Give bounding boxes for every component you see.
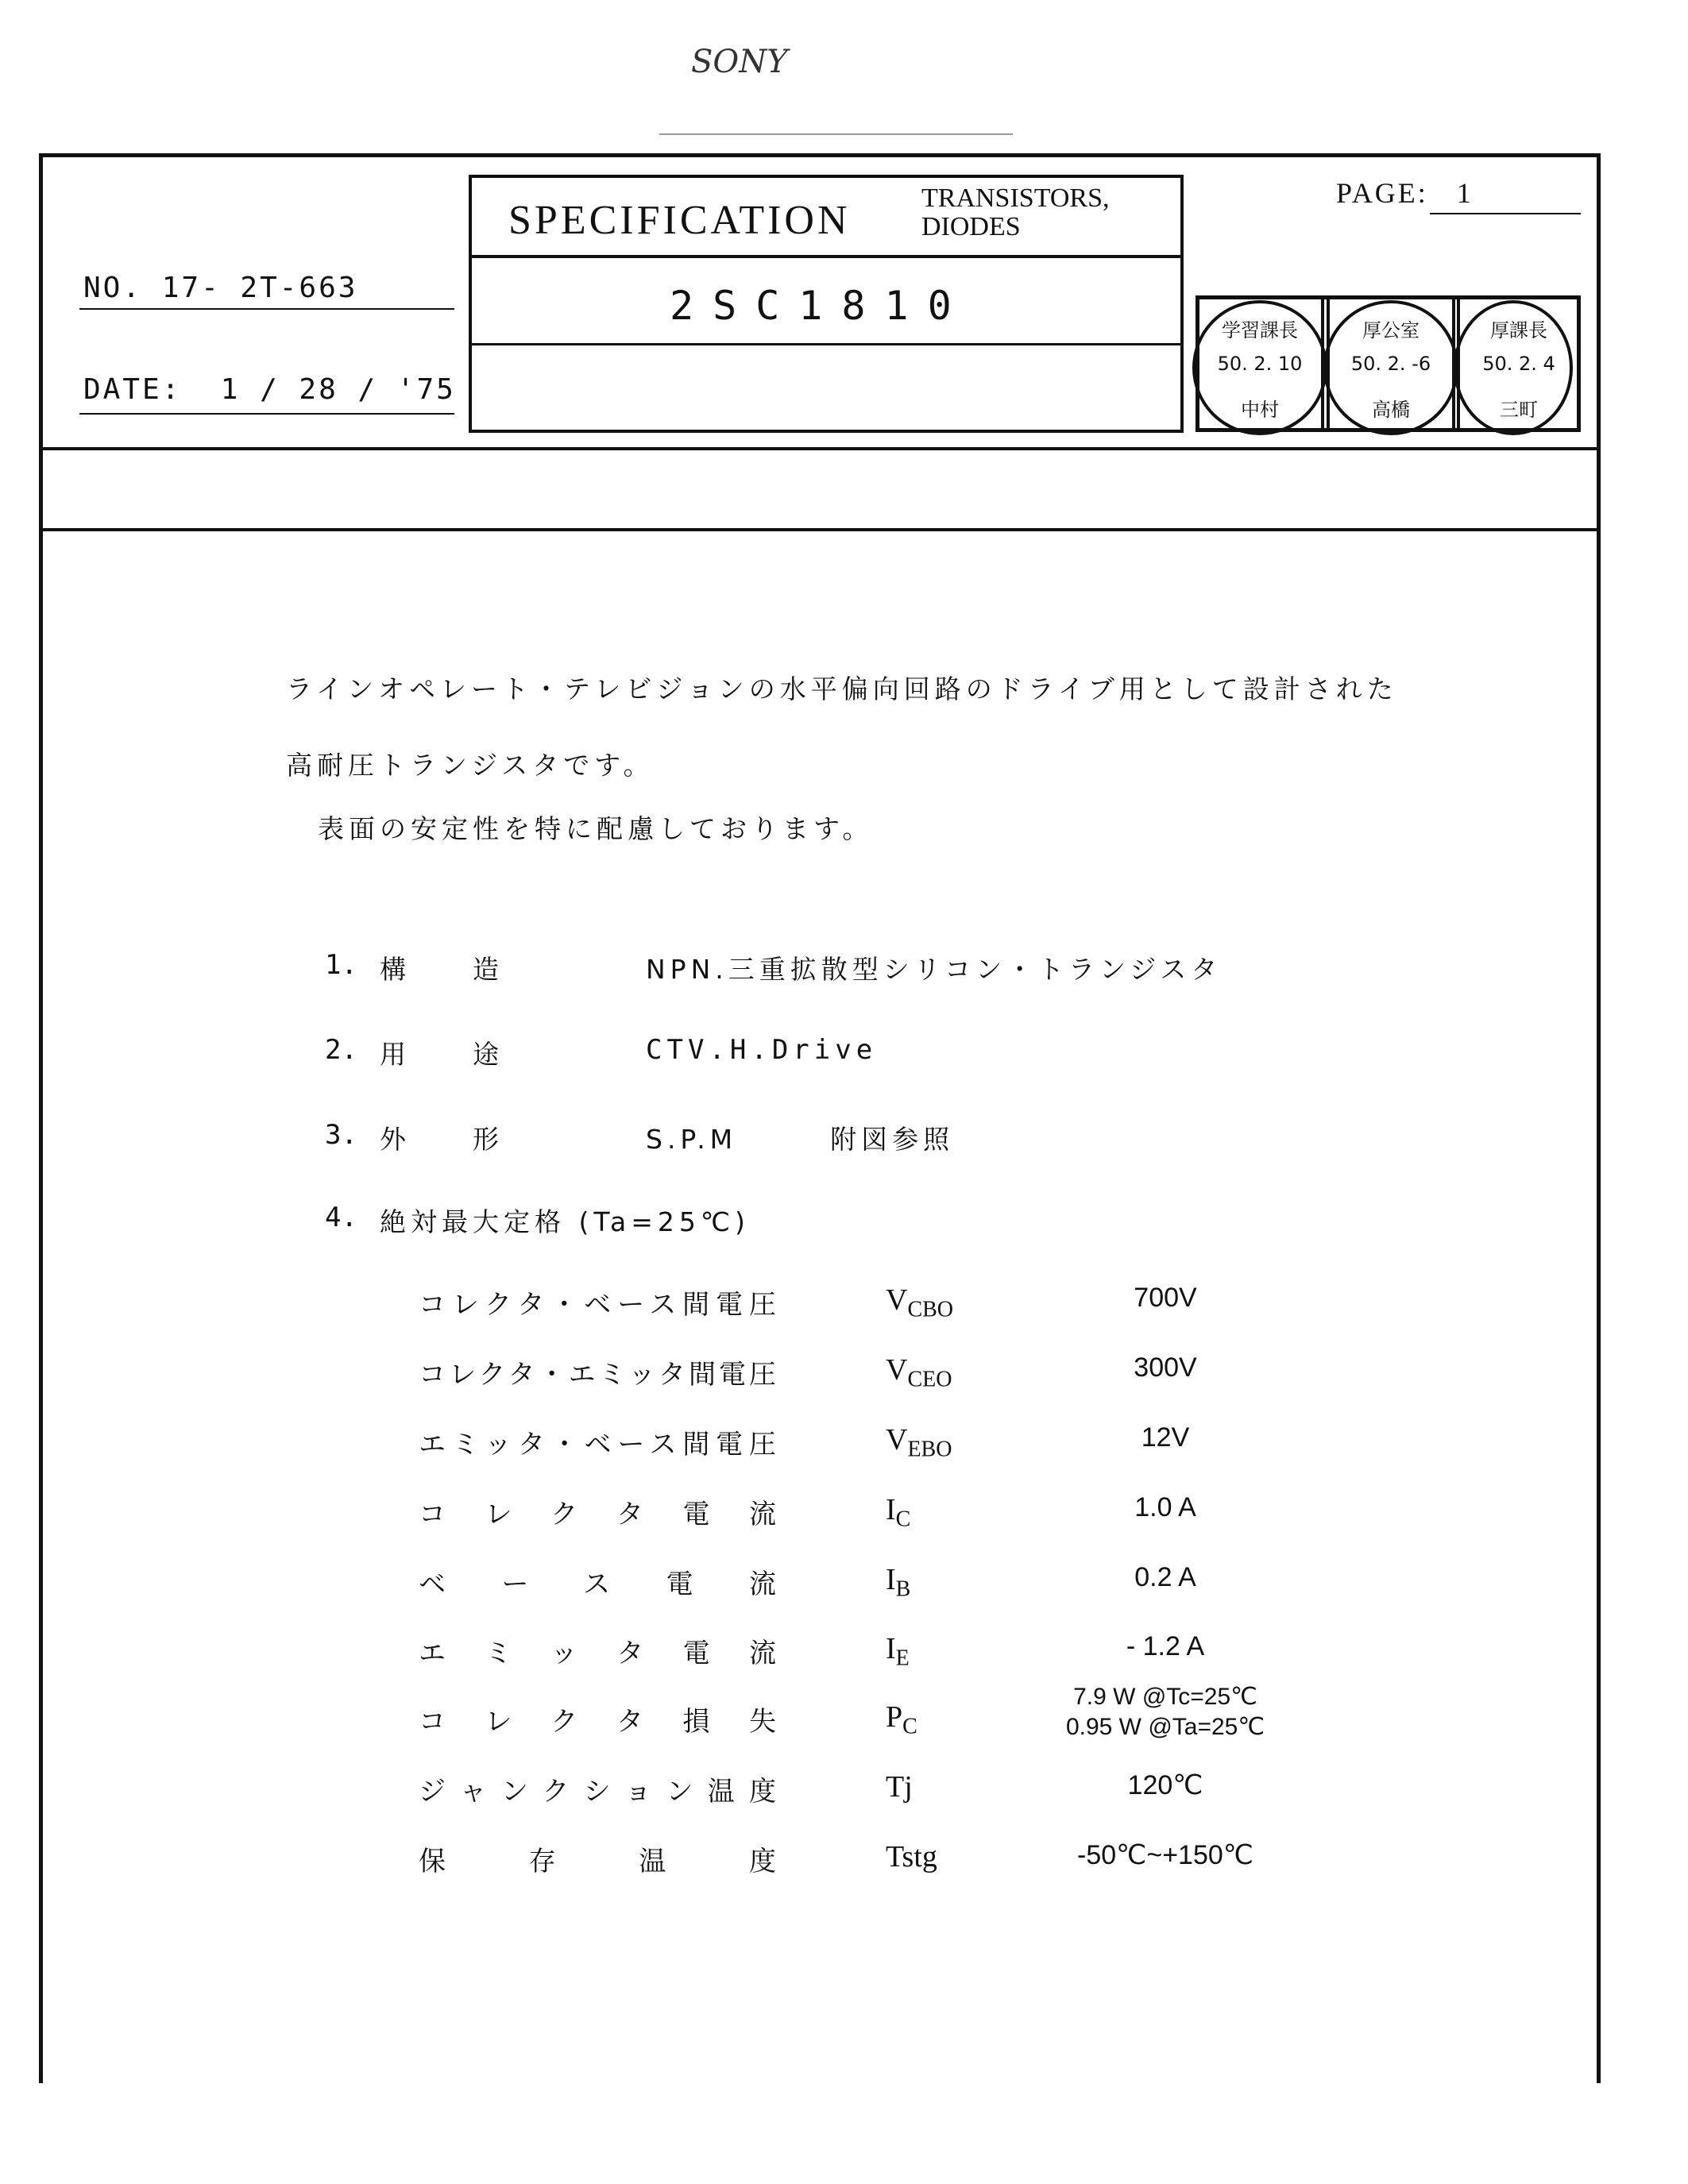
- rating-name: ベース電流: [419, 1569, 776, 1600]
- rating-row: [419, 1769, 1531, 1809]
- intro-line: 高耐圧トランジスタです。: [286, 750, 655, 781]
- approval-stamp: 学習課長 50. 2. 10 中村: [1196, 295, 1324, 432]
- rating-symbol: $V_{EBO}$: [886, 1423, 952, 1462]
- divider: [469, 343, 1184, 345]
- rating-value: 0.2 A: [1134, 1562, 1196, 1592]
- rating-symbol: Tj: [886, 1770, 913, 1804]
- rating-symbol: $I_C$: [886, 1493, 911, 1532]
- subtitle-line: TRANSISTORS,: [921, 183, 1110, 213]
- rating-name: エミッタ・ベース間電圧: [419, 1429, 776, 1461]
- part-number: 2SC1810: [670, 283, 971, 329]
- rating-name: コレクタ損失: [419, 1706, 776, 1738]
- spec-subtitle: [921, 184, 1110, 241]
- rating-name: コレクタ・ベース間電圧: [419, 1289, 776, 1321]
- rating-value: 300V: [1134, 1352, 1197, 1383]
- divider: [659, 133, 1013, 135]
- rating-name: コレクタ・エミッタ間電圧: [419, 1359, 776, 1391]
- rating-value: 1.0 A: [1134, 1492, 1196, 1522]
- rating-symbol: $I_B$: [886, 1563, 911, 1602]
- divider: [79, 413, 454, 415]
- rating-symbol: $V_{CEO}$: [886, 1353, 952, 1392]
- rating-name: 保存温度: [419, 1846, 776, 1877]
- doc-no-label: NO.: [83, 272, 143, 304]
- rating-symbol: Tstg: [886, 1840, 937, 1873]
- approval-stamp: 厚課長 50. 2. 4 三町: [1457, 295, 1581, 432]
- rating-row: [419, 1422, 1531, 1462]
- header-divider: [39, 447, 1601, 450]
- page-label: PAGE:: [1336, 177, 1428, 209]
- frame-left: [39, 153, 43, 2083]
- rating-row: [419, 1352, 1531, 1392]
- rating-row: [419, 1562, 1531, 1602]
- rating-name: ジャンクション温度: [419, 1776, 776, 1808]
- rating-row: [419, 1839, 1531, 1879]
- rating-name: コレクタ電流: [419, 1499, 776, 1530]
- rating-row: [419, 1492, 1531, 1532]
- rating-name: エミッタ電流: [419, 1638, 776, 1669]
- header-divider-2: [39, 528, 1601, 531]
- doc-no: 17- 2T-663: [161, 272, 358, 304]
- rating-value: - 1.2 A: [1126, 1631, 1205, 1661]
- rating-symbol: $V_{CBO}$: [886, 1283, 954, 1322]
- approval-stamp: 厚公室 50. 2. -6 高橋: [1327, 295, 1455, 432]
- rating-symbol: $P_C$: [886, 1700, 917, 1739]
- frame-right: [1597, 153, 1601, 2083]
- page-number: 1: [1456, 177, 1474, 209]
- rating-value: 7.9 W @Tc=25℃ 0.95 W @Ta=25℃: [1065, 1684, 1265, 1740]
- rating-symbol: $I_E$: [886, 1632, 910, 1671]
- rating-value: 12V: [1141, 1422, 1190, 1453]
- rating-row: [419, 1631, 1531, 1671]
- rating-value: 120℃: [1127, 1770, 1203, 1800]
- intro-line: 表面の安定性を特に配慮しております。: [318, 813, 874, 844]
- subtitle-line: DIODES: [921, 212, 1021, 241]
- rating-row: [419, 1684, 1531, 1740]
- date: 1 / 28 / '75: [220, 373, 456, 406]
- divider: [469, 255, 1184, 258]
- handwritten-note: SONY: [691, 44, 788, 80]
- spec-title: SPECIFICATION: [508, 198, 851, 243]
- rating-value: 700V: [1134, 1283, 1197, 1313]
- date-label: DATE:: [83, 373, 182, 406]
- intro-line: ラインオペレート・テレビジョンの水平偏向回路のドライブ用として設計された: [286, 673, 1398, 704]
- rating-value: -50℃~+150℃: [1077, 1840, 1253, 1870]
- divider: [1430, 213, 1581, 214]
- divider: [79, 308, 454, 310]
- rating-row: [419, 1283, 1531, 1322]
- frame-top: [39, 153, 1601, 157]
